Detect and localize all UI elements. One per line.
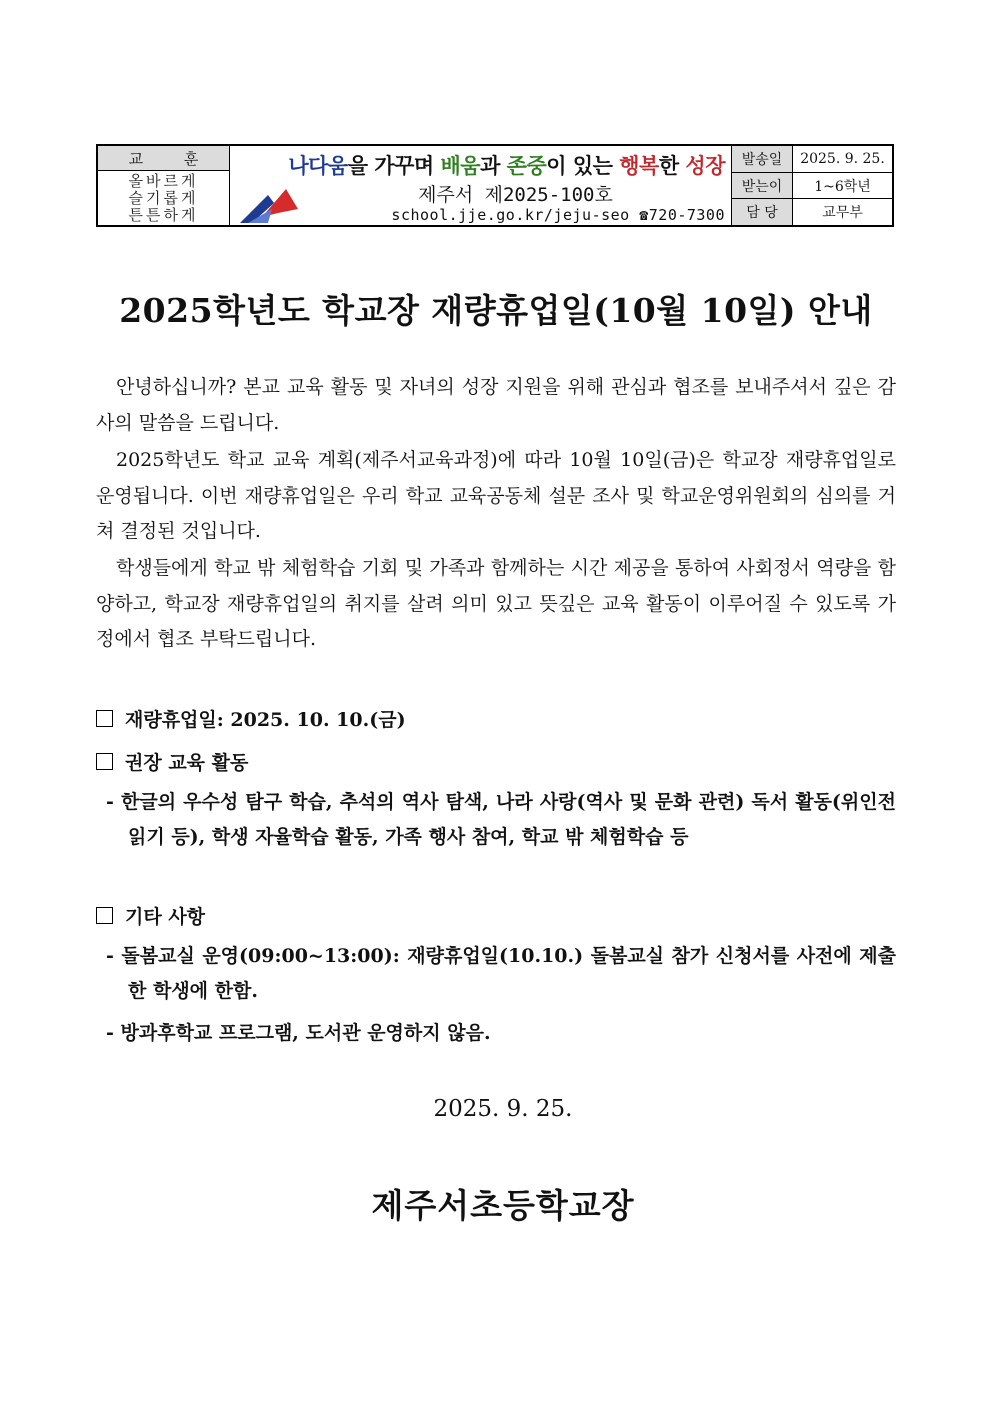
slogan-segment: 행복: [619, 154, 659, 178]
body-paragraph: 2025학년도 학교 교육 계획(제주서교육과정)에 따라 10월 10일(금)은 학교장 재량휴업일로 운영됩니다. 이번 재량휴업일은 우리 학교 교육공동체 설문 조사 및 학교운영위원회의 심의를 거쳐 결정된 것입니다.: [96, 449, 896, 542]
slogan-segment: 성장: [685, 154, 725, 178]
signer-name: 제주서초등학교장: [371, 1186, 635, 1225]
meta-key: 담 당: [732, 199, 793, 225]
meta-key: 발송일: [732, 146, 793, 172]
school-contact: school.jje.go.kr/jeju-seo ☎720-7300: [391, 206, 725, 224]
slogan-segment: 을 가꾸며: [347, 154, 441, 178]
document-meta: [732, 146, 892, 225]
checkbox-square-icon: [96, 907, 113, 924]
section-recommended-heading: [96, 748, 248, 775]
slogan-segment: 존중: [506, 154, 547, 178]
body-paragraph: 학생들에게 학교 밖 체험학습 기회 및 가족과 함께하는 시간 제공을 통하여 사회정서 역량을 함양하고, 학교장 재량휴업일의 취지를 살려 의미 있고 뜻깊은 교육 활동이 이루어질 수 있도록 가정에서 협조 부탁드립니다.: [96, 557, 896, 650]
letterhead-center: [230, 146, 732, 225]
checkbox-square-icon: [96, 710, 113, 727]
motto-line: 슬기롭게: [128, 188, 199, 207]
school-slogan: [230, 150, 725, 180]
list-item: - 돌봄교실 운영(09:00~13:00): 재량휴업일(10.10.) 돌봄교실 참가 신청서를 사전에 제출한 학생에 한함.: [106, 945, 896, 1002]
motto-line: 올바르게: [128, 171, 199, 190]
document-title: 2025학년도 학교장 재량휴업일(10월 10일) 안내: [119, 291, 873, 330]
letterhead-table: [96, 144, 894, 227]
meta-value: 1~6학년: [814, 178, 871, 195]
motto-line: 튼튼하게: [128, 205, 199, 224]
section-text: 기타 사항: [125, 906, 206, 928]
list-item: - 방과후학교 프로그램, 도서관 운영하지 않음.: [106, 1022, 491, 1044]
meta-row-department: [732, 199, 892, 225]
meta-row-sent-date: [732, 146, 892, 173]
issue-date: 2025. 9. 25.: [433, 1096, 573, 1122]
section-text: 재량휴업일: 2025. 10. 10.(금): [125, 709, 406, 731]
meta-value: 2025. 9. 25.: [800, 150, 885, 167]
school-motto: [98, 146, 230, 225]
meta-key: 받는이: [732, 173, 793, 199]
list-item: - 한글의 우수성 탐구 학습, 추석의 역사 탐색, 나라 사랑(역사 및 문화 관련) 독서 활동(위인전 읽기 등), 학생 자율학습 활동, 가족 행사 참여, 학교 밖 체험학습 등: [106, 791, 896, 848]
body-paragraph: 안녕하십니까? 본교 교육 활동 및 자녀의 성장 지원을 위해 관심과 협조를 보내주셔서 깊은 감사의 말씀을 드립니다.: [96, 376, 896, 434]
meta-row-recipient: [732, 173, 892, 200]
slogan-segment: 나다움: [288, 154, 348, 178]
slogan-segment: 과: [480, 154, 507, 178]
slogan-segment: 한: [658, 154, 686, 178]
section-other-heading: [96, 902, 205, 929]
meta-value: 교무부: [822, 205, 863, 222]
section-text: 권장 교육 활동: [125, 752, 249, 774]
section-holiday-date: [96, 705, 406, 732]
checkbox-square-icon: [96, 753, 113, 770]
slogan-segment: 이 있는: [546, 154, 620, 178]
slogan-segment: 배움: [440, 154, 481, 178]
school-emblem-logo-icon: [238, 187, 302, 225]
document-number: 제주서 제2025-100호: [418, 184, 613, 206]
motto-title: 교 훈: [98, 146, 229, 171]
motto-lines: [98, 171, 229, 225]
